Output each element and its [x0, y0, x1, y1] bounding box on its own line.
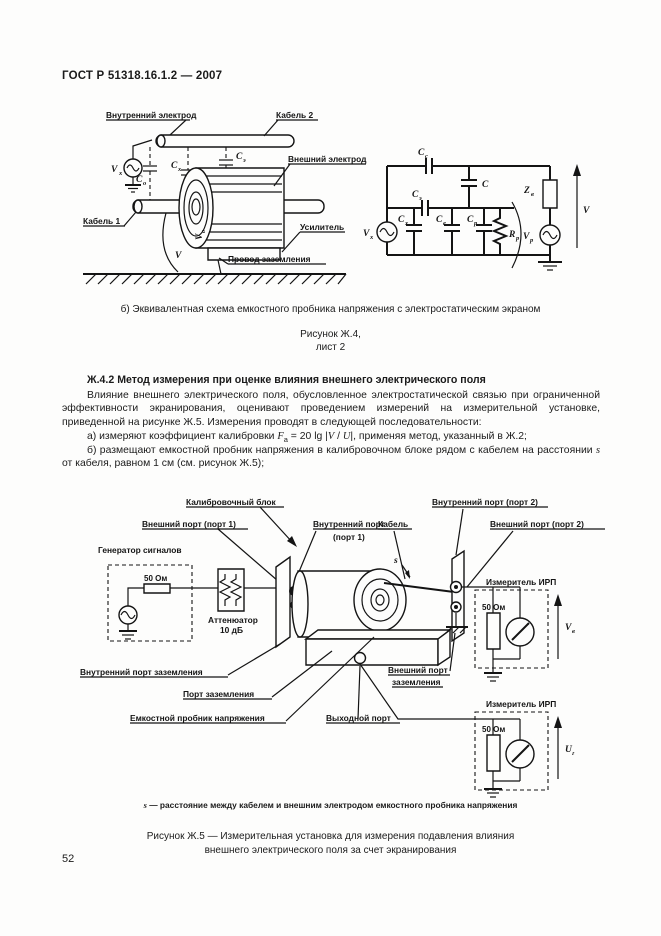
source-vx [377, 222, 397, 242]
cable-2-label: Кабель 2 [276, 110, 314, 120]
formula-f: F [277, 431, 284, 442]
label-v-out-sub: в [572, 628, 575, 635]
page-number: 52 [62, 853, 75, 865]
section-heading: Ж.4.2 Метод измерения при оценке влияния внешнего электрического поля [87, 374, 486, 386]
fig5-setup-diagram [58, 487, 620, 799]
cable-2-shape [156, 135, 294, 147]
label-ce-top: C [412, 190, 419, 200]
fig4-pictorial-diagram [78, 106, 370, 296]
outer-electrode-label: Внешний электрод [288, 154, 367, 164]
external-ground-port-label: Внешний порт [388, 665, 448, 675]
label-ce2-sub: е [443, 220, 446, 227]
label-ce-top-sub: э [419, 195, 422, 202]
note-s-text: — расстояние между кабелем и внешним электродом емкостного пробника напряжения [146, 800, 518, 810]
label-vo-sub: о [200, 229, 207, 233]
ground-wire-label: Провод заземления [228, 254, 311, 264]
fig5-caption-line1: Рисунок Ж.5 — Измерительная установка для измерения подавления влияния [146, 831, 515, 842]
item-b-text: б) размещают емкостной пробник напряжения в калибровочном блоке рядом с кабелем на расстоянии [87, 445, 596, 456]
label-cx: C [171, 161, 178, 171]
ground-plane [83, 274, 346, 284]
label-v2: V [583, 206, 590, 216]
inner-electrode-label: Внутренний электрод [106, 110, 197, 120]
external-port2-label: Внешний порт (порт 2) [490, 519, 584, 529]
s-dimension-label: s [394, 556, 398, 566]
label-cx2: C [398, 215, 405, 225]
signal-generator-label: Генератор сигналов [98, 545, 182, 555]
label-cc-sub: с [425, 153, 428, 160]
capacitor-cc [426, 158, 432, 174]
output-port-label: Выходной порт [326, 713, 391, 723]
formula-eq: = 20 lg | [287, 431, 328, 442]
meter1 [462, 587, 562, 681]
label-cp-sub: р [474, 220, 478, 227]
label-vo: V [195, 233, 205, 240]
formula-sep: / [334, 431, 343, 442]
calibration-block [276, 551, 468, 665]
ground-port-label: Порт заземления [183, 689, 255, 699]
attenuator [218, 569, 278, 611]
label-c: C [482, 180, 489, 190]
v-arrow [573, 164, 581, 248]
section-paragraph: Влияние внешнего электрического поля, обусловленное электростатической связью при ограниченной эффективности экранирования, оценивают проведением измерений на измерительной установке, приведенной на рисунке Ж.5. Измерения проводят в следующей последовательности: [62, 390, 600, 428]
label-ce: C [236, 152, 243, 162]
label-rp: R [509, 230, 516, 240]
note-s-symbol: s [143, 801, 147, 810]
fig4-reference: Рисунок Ж.4, [300, 329, 361, 340]
meter1-resistor-label: 50 Ом [482, 603, 506, 612]
v-measure-curve [163, 213, 178, 272]
label-zv: Z [524, 186, 530, 196]
cable-label: Кабель [378, 519, 409, 529]
fig4-circuit-diagram [362, 140, 600, 292]
item-b-post: от кабеля, равном 1 см (см. рисунок Ж.5); [62, 458, 265, 470]
fig5-caption-line2: внешнего электрического поля за счет экранирования [204, 845, 457, 856]
label-cx2-sub: х [405, 220, 409, 227]
signal-generator [108, 565, 218, 641]
label-vp-sub: р [530, 237, 534, 244]
label-vx2-sub: х [370, 234, 374, 241]
attenuator-label2: 10 дБ [220, 625, 243, 635]
meter2 [360, 664, 562, 797]
label-cx-sub: х [178, 166, 182, 173]
label-vx-sub: х [119, 170, 123, 177]
internal-port2-label: Внутренний порт (порт 2) [432, 497, 538, 507]
label-ce2: C [436, 215, 443, 225]
label-cp: C [467, 215, 474, 225]
resistor-rp [494, 208, 506, 255]
label-zv-sub: в [531, 191, 534, 198]
label-co: C [136, 175, 143, 185]
label-vx: V [111, 165, 118, 175]
label-vp: V [523, 232, 530, 242]
internal-port1-label: Внутренний порт [313, 519, 385, 529]
internal-ground-port-label: Внутренний порт заземления [80, 667, 203, 677]
gen-resistor-label: 50 Ом [144, 574, 168, 583]
label-v: V [175, 251, 182, 261]
fig4-caption: б) Эквивалентная схема емкостного пробника напряжения с электростатическим экраном [120, 304, 541, 315]
internal-port1-label2: (порт 1) [333, 532, 365, 542]
source-vp [540, 225, 560, 245]
label-co-sub: о [143, 180, 147, 187]
label-v-out: V [565, 623, 572, 633]
page-header: ГОСТ Р 51318.16.1.2 — 2007 [62, 70, 223, 82]
attenuator-label: Аттенюатор [208, 615, 258, 625]
item-a-text: а) измеряют коэффициент калибровки [87, 431, 278, 442]
fig5-note [0, 800, 661, 810]
capacitive-probe-label: Емкостной пробник напряжения [130, 713, 265, 723]
capacitor-ce-top [422, 200, 428, 216]
impedance-zv [543, 180, 557, 208]
item-a-post: |, применяя метод, указанный в Ж.2; [350, 431, 527, 442]
external-port1-label: Внешний порт (порт 1) [142, 519, 236, 529]
cable-1-label: Кабель 1 [83, 216, 121, 226]
label-ce-sub: э [243, 157, 246, 164]
meter2-resistor-label: 50 Ом [482, 725, 506, 734]
label-u-out-sub: г [572, 750, 575, 757]
ground-symbol [538, 262, 562, 270]
list-item-b [62, 444, 600, 471]
formula-f-sub: а [283, 435, 288, 445]
meter1-title: Измеритель ИРП [486, 577, 557, 587]
label-rp-sub: р [516, 235, 520, 242]
item-b-s: s [595, 445, 600, 456]
fig4-sheet: лист 2 [315, 342, 346, 353]
calibration-block-label: Калибровочный блок [186, 497, 276, 507]
formula-u: U [342, 431, 351, 442]
branch-capacitors [406, 208, 492, 255]
external-ground-port-label2: заземления [392, 677, 441, 687]
amplifier-label: Усилитель [300, 222, 345, 232]
formula-v: V [327, 431, 335, 442]
meter2-title: Измеритель ИРП [486, 699, 557, 709]
label-u-out: U [565, 745, 572, 755]
capacitor-c [461, 180, 477, 186]
label-cc: C [418, 148, 425, 158]
label-vx2: V [363, 229, 370, 239]
